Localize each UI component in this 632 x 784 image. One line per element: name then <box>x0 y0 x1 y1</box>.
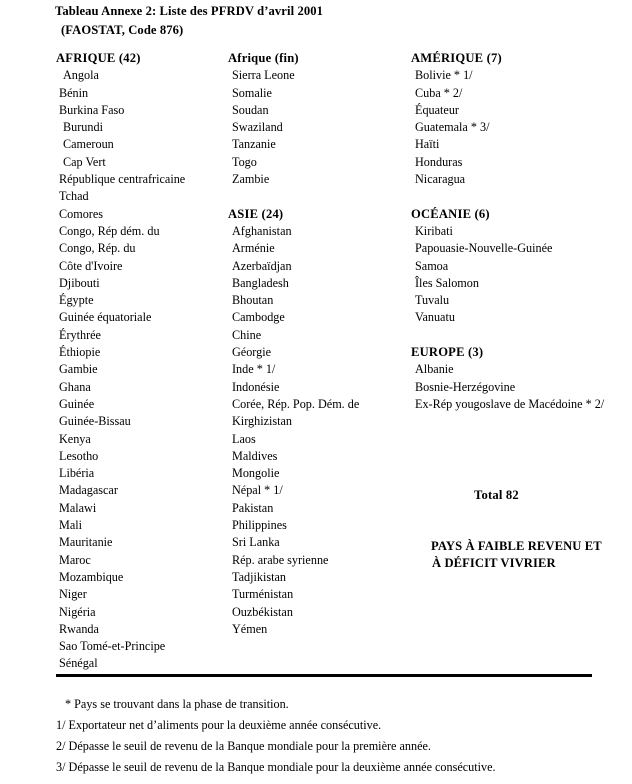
country-entry: Swaziland <box>232 120 283 135</box>
country-entry: Niger <box>59 587 87 602</box>
footnote: 2/ Dépasse le seuil de revenu de la Banque mondiale pour la première année. <box>56 739 431 753</box>
country-entry: Éthiopie <box>59 345 101 360</box>
country-entry: Honduras <box>415 154 463 169</box>
country-entry: Djibouti <box>59 275 100 290</box>
country-entry: Albanie <box>415 362 454 377</box>
country-entry: Congo, Rép dém. du <box>59 223 160 238</box>
country-entry: Arménie <box>232 241 275 256</box>
document-title-block <box>55 2 575 40</box>
country-entry: Maldives <box>232 448 278 463</box>
country-entry: Guinée-Bissau <box>59 414 131 429</box>
country-entry: Togo <box>232 154 257 169</box>
region-heading: EUROPE (3) <box>411 345 484 360</box>
country-entry: Rwanda <box>59 621 99 636</box>
country-entry: Bhoutan <box>232 293 274 308</box>
country-entry: Sénégal <box>59 656 98 671</box>
country-entry: Maroc <box>59 552 91 567</box>
country-column-3 <box>411 50 611 413</box>
country-entry: Cameroun <box>63 137 114 152</box>
region-section <box>411 344 611 413</box>
category-tagline-line-2: À DÉFICIT VIVRIER <box>432 556 556 571</box>
region-section <box>411 206 611 327</box>
country-entry: République centrafricaine <box>59 172 186 187</box>
country-entry: Corée, Rép. Pop. Dém. de <box>232 396 360 411</box>
country-entry: Lesotho <box>59 448 99 463</box>
country-entry: Comores <box>59 206 104 221</box>
footnote: 1/ Exportateur net d’aliments pour la deuxième année consécutive. <box>56 718 382 732</box>
country-entry: Cuba * 2/ <box>415 85 463 100</box>
region-section <box>56 50 228 673</box>
country-entry: Guatemala * 3/ <box>415 120 490 135</box>
country-entry: Vanuatu <box>415 310 455 325</box>
country-entry: Philippines <box>232 518 287 533</box>
country-entry: Chine <box>232 327 262 342</box>
country-entry: Sao Tomé-et-Principe <box>59 639 166 654</box>
region-section <box>228 50 406 188</box>
region-heading: Afrique (fin) <box>228 51 299 65</box>
region-heading: OCÉANIE (6) <box>411 206 490 221</box>
region-section <box>411 50 611 188</box>
country-entry: Turménistan <box>232 587 294 602</box>
category-tagline-line-1: PAYS À FAIBLE REVENU ET <box>431 539 602 553</box>
country-entry: Nicaragua <box>415 172 466 187</box>
country-entry: Népal * 1/ <box>232 483 283 498</box>
country-entry: Burundi <box>63 120 103 135</box>
country-entry: Côte d'Ivoire <box>59 258 123 273</box>
country-entry: Bangladesh <box>232 275 289 290</box>
country-entry: Équateur <box>415 102 459 117</box>
country-entry: Congo, Rép. du <box>59 241 136 256</box>
region-heading: AFRIQUE (42) <box>56 51 141 65</box>
country-entry: Yémen <box>232 621 268 636</box>
country-entry: Érythrée <box>59 327 101 342</box>
country-entry: Azerbaïdjan <box>232 258 292 273</box>
country-entry: Tuvalu <box>415 293 450 308</box>
footnote-list <box>56 694 596 778</box>
country-entry: Géorgie <box>232 345 272 360</box>
country-entry: Rép. arabe syrienne <box>232 552 329 567</box>
country-entry: Laos <box>232 431 256 446</box>
country-entry: Kenya <box>59 431 91 446</box>
country-entry: Sri Lanka <box>232 535 280 550</box>
country-entry: Mali <box>59 518 83 533</box>
total-count-label: Total 82 <box>474 488 519 502</box>
country-entry: Ouzbékistan <box>232 604 293 619</box>
country-entry: Inde * 1/ <box>232 362 276 377</box>
country-entry: Tadjikistan <box>232 569 286 584</box>
country-entry: Mongolie <box>232 466 280 481</box>
country-entry: Cap Vert <box>63 154 106 169</box>
footnote: 3/ Dépasse le seuil de revenu de la Banque mondiale pour la deuxième année consécutive. <box>56 760 496 774</box>
country-entry: Malawi <box>59 500 97 515</box>
region-heading: ASIE (24) <box>228 206 284 221</box>
country-entry: Îles Salomon <box>415 275 479 290</box>
country-entry: Sierra Leone <box>232 68 295 83</box>
country-entry: Mozambique <box>59 569 124 584</box>
country-entry: Mauritanie <box>59 535 113 550</box>
country-entry: Burkina Faso <box>59 102 125 117</box>
country-entry: Papouasie-Nouvelle-Guinée <box>415 241 553 256</box>
country-entry: Bosnie-Herzégovine <box>415 379 516 394</box>
country-entry: Angola <box>63 68 99 83</box>
country-entry: Égypte <box>59 293 94 308</box>
footnote: * Pays se trouvant dans la phase de transition. <box>65 697 289 711</box>
country-entry: Libéria <box>59 466 95 481</box>
country-entry: Nigéria <box>59 604 96 619</box>
region-section <box>228 206 406 638</box>
country-column-1 <box>56 50 228 673</box>
country-entry: Cambodge <box>232 310 285 325</box>
country-entry: Zambie <box>232 172 270 187</box>
country-entry: Soudan <box>232 102 269 117</box>
country-entry: Somalie <box>232 85 272 100</box>
country-entry: Bénin <box>59 85 89 100</box>
region-heading: AMÉRIQUE (7) <box>411 51 502 65</box>
country-entry: Haïti <box>415 137 440 152</box>
country-entry: Bolivie * 1/ <box>415 68 473 83</box>
document-title-line-1: Tableau Annexe 2: Liste des PFRDV d’avril 2001 <box>55 4 324 18</box>
country-entry: Ex-Rép yougoslave de Macédoine * 2/ <box>415 396 605 411</box>
footnote-divider-rule <box>56 674 592 677</box>
document-title-line-2: (FAOSTAT, Code 876) <box>61 23 184 37</box>
country-entry: Tanzanie <box>232 137 276 152</box>
country-column-2 <box>228 50 406 638</box>
country-entry: Guinée <box>59 396 95 411</box>
country-entry: Samoa <box>415 258 449 273</box>
country-entry: Tchad <box>59 189 89 204</box>
category-tagline <box>431 538 621 573</box>
country-entry: Madagascar <box>59 483 118 498</box>
country-entry: Pakistan <box>232 500 274 515</box>
country-entry: Gambie <box>59 362 98 377</box>
country-entry: Kiribati <box>415 223 453 238</box>
country-entry: Kirghizistan <box>232 414 293 429</box>
country-entry: Ghana <box>59 379 91 394</box>
country-entry: Afghanistan <box>232 223 292 238</box>
country-entry: Guinée équatoriale <box>59 310 152 325</box>
country-entry: Indonésie <box>232 379 280 394</box>
